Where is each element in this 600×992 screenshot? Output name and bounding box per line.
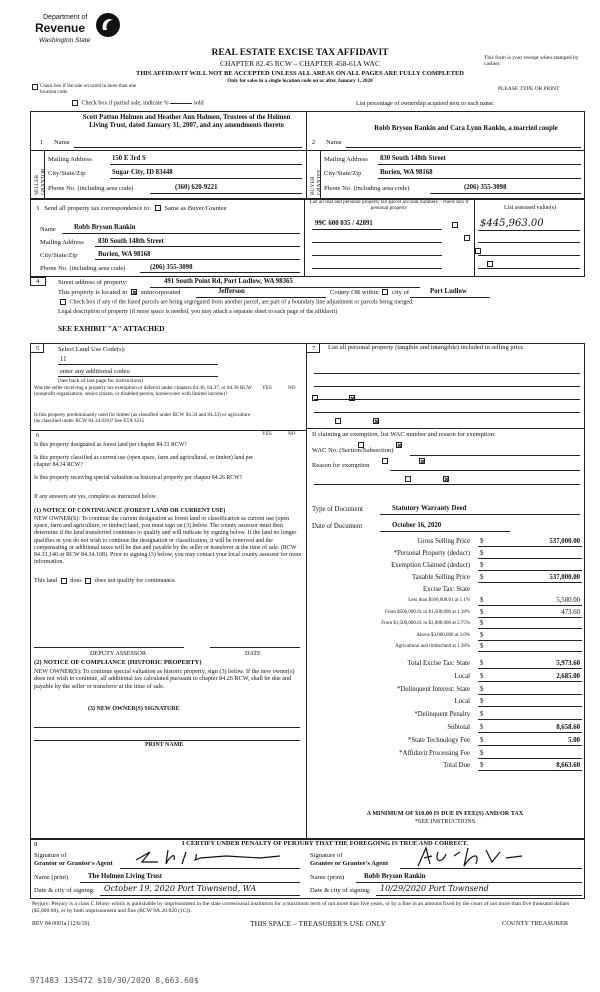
tax-total-label: *Affidavit Processing Fee bbox=[399, 749, 470, 757]
s6-q1: Is this property designated as forest land per chapter 84.33 RCW? bbox=[34, 442, 187, 448]
tax-row-dollar: $ bbox=[480, 538, 484, 545]
seller-side-label: SELLER GRANTOR bbox=[34, 168, 47, 195]
tax-row-dollar: $ bbox=[480, 574, 484, 581]
tax-total-dollar: $ bbox=[480, 672, 484, 680]
land-use-value[interactable]: 11 bbox=[60, 356, 67, 363]
notice1-body: NEW OWNER(S): To continue the current designation as forest land or classification as current use (open space, farm and agriculture, or timber) land, you must sign on (3) below. The county assessor must then determine if the land transferred continues to qualify and will indicate by signing below. If the land no longer qualifies or you do not wish to continue the designation or classification, it will be removed and the compensating or additional taxes will be due and payable by the seller or transferor at the time of sale. (RCW 84.33.140 or RCW 84.34.108). Prior to signing (3) below, you may contact your local county assessor for more information. bbox=[34, 516, 302, 566]
land-use-label: Select Land Use Code(s): bbox=[58, 346, 126, 353]
seller-city-label: City/State/Zip bbox=[48, 170, 86, 177]
tax-total-label: Total Excise Tax: State bbox=[407, 660, 470, 667]
date-label: DATE bbox=[245, 650, 261, 657]
tax-total-dollar: $ bbox=[480, 736, 484, 744]
tax-row-amount[interactable]: 537,000.00 bbox=[549, 574, 580, 581]
exhibit-a: SEE EXHIBIT "A" ATTACHED bbox=[58, 324, 165, 333]
tax-total-dollar: $ bbox=[480, 749, 484, 757]
seller-name-label: Name bbox=[54, 139, 70, 146]
seller-name[interactable]: Scott Patton Holmen and Heather Ann Holmen, Trustees of the Holmen Living Trust, dated January 31, 2007, and any amendments thereto bbox=[82, 114, 291, 129]
s5-yes-header: YES bbox=[262, 385, 272, 391]
buyer-city-label: City/State/Zip bbox=[324, 170, 362, 177]
buyer-num: 2 bbox=[312, 139, 316, 146]
ownership-note: List percentage of ownership acquired next to each name. bbox=[356, 101, 495, 107]
parcel-3-personal-checkbox[interactable] bbox=[475, 248, 481, 254]
section-7-num: 7 bbox=[312, 345, 316, 352]
tax-bracket-dollar: $ bbox=[480, 631, 484, 639]
dor-logo-swirl-icon bbox=[95, 12, 121, 38]
tax-bracket-label: Above $3,000,000 at 3.0% bbox=[416, 632, 470, 638]
form-title: REAL ESTATE EXCISE TAX AFFIDAVIT bbox=[211, 48, 389, 58]
tax-bracket-label: From $1,500,000.01 to $3,000,000 at 2.75% bbox=[381, 621, 470, 626]
within-city-checkbox[interactable] bbox=[382, 289, 388, 295]
tax-total-label: Local bbox=[454, 672, 470, 680]
notice1-title: (1) NOTICE OF CONTINUANCE (FOREST LAND OR CURRENT USE) bbox=[34, 508, 226, 514]
tax-row-label: Gross Selling Price bbox=[417, 538, 470, 545]
grantee-signature[interactable] bbox=[410, 844, 530, 870]
dor-logo bbox=[33, 12, 123, 48]
does-label: does bbox=[70, 577, 82, 584]
city-of-label: city of bbox=[392, 289, 410, 296]
grantee-date[interactable]: 10/29/2020 Port Townsend bbox=[380, 884, 489, 893]
s6-q2-yes-checkbox[interactable] bbox=[382, 458, 388, 464]
s5-q2-yes-checkbox[interactable] bbox=[335, 418, 341, 424]
tax-bracket-label: Less than $500,000.01 at 1.1% bbox=[408, 598, 470, 603]
form-warning: THIS AFFIDAVIT WILL NOT BE ACCEPTED UNLESS ALL AREAS ON ALL PAGES ARE FULLY COMPLETED bbox=[136, 70, 464, 77]
section-8-num: 8 bbox=[34, 841, 38, 848]
see-instructions: *SEE INSTRUCTIONS bbox=[414, 818, 476, 825]
corr-mailing-label: Mailing Address bbox=[40, 239, 84, 246]
tax-total-amount[interactable]: 5,973.60 bbox=[556, 660, 580, 667]
corr-city-label: City/State/Zip bbox=[40, 252, 78, 259]
wac-label: WAC No. (Section/Subsection) bbox=[312, 447, 394, 454]
tax-bracket-label: From $500,000.01 to $1,500,000 at 1.28% bbox=[385, 609, 470, 615]
grantor-date[interactable]: October 19, 2020 Port Townsend, WA bbox=[104, 884, 257, 893]
tax-total-amount[interactable]: 8,658.60 bbox=[556, 724, 580, 731]
tax-total-label: *State Technology Fee bbox=[407, 736, 470, 744]
tax-bracket-amount[interactable]: 473.60 bbox=[561, 608, 580, 616]
tax-total-dollar: $ bbox=[480, 724, 484, 731]
s6-q2: Is this property classified as current use (open space, farm and agricultural, or timber) land per chapter 84.34 RCW? bbox=[34, 455, 254, 468]
tax-total-dollar: $ bbox=[480, 685, 484, 693]
parcel-number-1[interactable]: 99C 600 035 / 42891 bbox=[315, 220, 373, 227]
tax-total-label: Local bbox=[454, 698, 470, 706]
section-4-num: 4 bbox=[36, 278, 40, 285]
form-number: REV 84 0001a (12/6/19) bbox=[32, 921, 90, 927]
seller-phone-label: Phone No. (including area code) bbox=[48, 185, 134, 192]
tax-bracket-amount[interactable]: 5,500.00 bbox=[556, 597, 580, 604]
minimum-fee-note: A MINIMUM OF $10.00 IS DUE IN FEE(S) AND/OR TAX bbox=[366, 810, 524, 817]
tax-total-amount[interactable]: 8,663.60 bbox=[556, 762, 580, 770]
tax-bracket-dollar: $ bbox=[480, 608, 484, 616]
same-as-buyer-label: Same as Buyer/Grantee bbox=[164, 205, 227, 212]
corr-name[interactable]: Robb Bryson Rankin bbox=[74, 224, 136, 231]
buyer-name-label: Name bbox=[326, 139, 342, 146]
tax-row-label: Taxable Selling Price bbox=[411, 574, 470, 581]
grantor-sig-label-1: Signature of bbox=[34, 852, 67, 859]
tax-row-dollar: $ bbox=[480, 562, 484, 569]
grantee-name[interactable]: Robb Bryson Rankin bbox=[364, 873, 426, 880]
seller-mailing[interactable]: 150 E 3rd S bbox=[112, 155, 146, 162]
unincorporated-label: unincorporated bbox=[140, 289, 181, 296]
tax-total-dollar: $ bbox=[480, 698, 484, 706]
correspondence-num: 3 bbox=[36, 205, 40, 212]
tax-bracket-label: Agricultural and timberland at 1.28% bbox=[395, 644, 470, 649]
buyer-mailing-label: Mailing Address bbox=[324, 156, 368, 163]
multi-location-label: Check box if the sale occurred in more than one location code. bbox=[40, 84, 136, 95]
street-address[interactable]: 491 South Point Rd, Port Ludlow, WA 98365 bbox=[164, 278, 293, 285]
segregation-row bbox=[58, 299, 414, 306]
correspondence-row bbox=[36, 205, 227, 213]
doc-date[interactable]: October 16, 2020 bbox=[392, 522, 442, 529]
grantee-name-label: Name (print) bbox=[310, 874, 345, 881]
partial-sale-sold: sold bbox=[193, 100, 204, 107]
partial-sale-row bbox=[70, 100, 204, 107]
partial-sale-percent-field[interactable] bbox=[170, 103, 192, 104]
s6-no-header: NO bbox=[288, 431, 296, 437]
city-name[interactable]: Port Ludlow bbox=[430, 288, 467, 295]
grantee-sig-label-1: Signature of bbox=[310, 852, 343, 859]
s6-q2-no-checkbox[interactable] bbox=[419, 458, 425, 464]
s6-q1-no-checkbox[interactable] bbox=[396, 442, 402, 448]
doc-type[interactable]: Statutory Warranty Deed bbox=[392, 505, 467, 512]
tax-row-label: *Personal Property (deduct) bbox=[393, 550, 470, 557]
location-row bbox=[58, 289, 180, 297]
tax-total-label: *Delinquent Interest: State bbox=[397, 685, 470, 693]
legal-description-label: Legal description of property (if more space is needed, you may attach a separate sheet to each page of the affidavit) bbox=[58, 309, 338, 315]
unincorporated-checkbox[interactable] bbox=[131, 289, 137, 295]
s5-q1: Was the seller receiving a property tax exemption or deferral under chapters 84.36, 84.37, or 84.38 RCW (nonprofit organization, senior citizen, or disabled person, homeowner with limited income)? bbox=[34, 385, 252, 397]
tax-row-label: Exemption Claimed (deduct) bbox=[391, 562, 470, 569]
partial-sale-checkbox[interactable] bbox=[72, 100, 78, 106]
s6-if-yes: If any answers are yes, complete as instructed below. bbox=[34, 494, 157, 500]
segregation-label: Check box if any of the listed parcels are being segregated from another parcel, are part of a boundary line adjustment or parcels being merged. bbox=[69, 299, 414, 306]
same-as-buyer-checkbox[interactable] bbox=[155, 205, 161, 211]
county-treasurer-label: COUNTY TREASURER bbox=[502, 920, 569, 927]
assessed-header: List assessed value(s) bbox=[504, 205, 556, 211]
cashier-stamp: 971483 135472 $10/30/2020 8,663.60$ bbox=[30, 976, 199, 985]
tax-total-amount[interactable]: 5.00 bbox=[568, 736, 580, 744]
tax-bracket-dollar: $ bbox=[480, 597, 484, 604]
tax-total-dollar: $ bbox=[480, 660, 484, 667]
buyer-mailing[interactable]: 830 South 148th Street bbox=[380, 155, 446, 162]
buyer-side-label: BUYER GRANTEE bbox=[310, 169, 323, 195]
grantor-sig-label-2: Grantor or Grantor's Agent bbox=[34, 860, 113, 867]
parcel-1-personal-checkbox[interactable] bbox=[452, 222, 458, 228]
corr-mailing[interactable]: 830 South 148th Street bbox=[98, 238, 164, 245]
reason-label: Reason for exemption bbox=[312, 462, 370, 469]
dor-logo-dept: Department of bbox=[43, 14, 88, 21]
s6-yes-header: YES bbox=[262, 431, 272, 437]
corr-phone-label: Phone No. (including area code) bbox=[40, 265, 126, 272]
notice2-body: NEW OWNER(S): To continue special valuation as historic property, sign (3) below. If the new owner(s) does not wish to continue, all additional tax calculated pursuant to chapter 84.26 RCW, shall be due and payable by the seller or transferor at the time of sale. bbox=[34, 668, 295, 690]
grantee-date-label: Date & city of signing: bbox=[310, 887, 371, 894]
print-note: PLEASE TYPE OR PRINT bbox=[498, 86, 560, 92]
notice3-title: (3) NEW OWNER(S) SIGNATURE bbox=[88, 706, 180, 712]
buyer-phone-label: Phone No. (including area code) bbox=[324, 185, 410, 192]
partial-sale-label: Check box if partial sale, indicate % bbox=[81, 100, 169, 107]
section-6-num: 6 bbox=[36, 432, 40, 439]
form-date-note: Only for sales in a single location code on or after January 1, 2020 bbox=[227, 78, 373, 84]
buyer-phone[interactable]: (206) 355-3098 bbox=[464, 184, 507, 191]
corr-city[interactable]: Burien, WA 98168 bbox=[98, 251, 151, 258]
tax-total-label: Subtotal bbox=[447, 724, 470, 731]
corr-phone[interactable]: (206) 355-3098 bbox=[150, 264, 193, 271]
doc-type-label: Type of Document bbox=[312, 506, 363, 513]
dor-logo-state: Washington State bbox=[39, 37, 91, 44]
grantor-name[interactable]: The Holmen Living Trust bbox=[88, 873, 162, 880]
multi-location-row bbox=[30, 84, 140, 96]
s6-q3: Is this property receiving special valuation as historical property per chapter 84.26 RCW? bbox=[34, 475, 243, 481]
s5-q2: Is this property predominantly used for timber (as classified under RCW 84.34 and 84.33) or agriculture (as classified under RCW 84.34.020)? See ETA 3215 bbox=[34, 412, 251, 424]
buyer-city[interactable]: Burien, WA 98168 bbox=[380, 169, 433, 176]
personal-property-label: List all personal property (tangible and intangible) included in selling price. bbox=[328, 344, 525, 351]
form-chapter: CHAPTER 82.45 RCW – CHAPTER 458-61A WAC bbox=[220, 59, 380, 68]
parcel-2-personal-checkbox[interactable] bbox=[464, 235, 470, 241]
this-land-row bbox=[34, 577, 176, 584]
does-not-label: does not qualify for continuance. bbox=[94, 577, 177, 584]
parcel-header: List all real and personal property tax parcel account numbers – check box if personal property bbox=[309, 199, 469, 211]
notice2-title: (2) NOTICE OF COMPLIANCE (HISTORIC PROPERTY) bbox=[34, 659, 202, 666]
s6-q3-yes-checkbox[interactable] bbox=[405, 476, 411, 482]
perjury-notice: Perjury: Perjury is a class C felony which is punishable by imprisonment in the state correctional institution for a maximum term of not more than five years, or by a fine in an amount fixed by the court of not more than five thousand dollars ($5,000.00), or by both imprisonment and fine (RCW 9A.20.020 (1C)). bbox=[32, 901, 570, 914]
assessed-value-1[interactable]: $445,963.00 bbox=[480, 218, 544, 229]
certify-statement: I CERTIFY UNDER PENALTY OF PERJURY THAT THE FOREGOING IS TRUE AND CORRECT. bbox=[181, 840, 468, 847]
s5-q2-no-checkbox[interactable] bbox=[373, 418, 379, 424]
additional-codes-label: enter any additional codes: bbox=[60, 368, 131, 375]
tax-bracket-dollar: $ bbox=[480, 643, 484, 650]
grantor-name-label: Name (print) bbox=[34, 874, 69, 881]
tax-row-amount[interactable]: 537,000.00 bbox=[549, 538, 580, 545]
seller-phone[interactable]: (360) 620-9221 bbox=[175, 184, 218, 191]
grantor-date-label: Date & city of signing: bbox=[34, 887, 95, 894]
section-5-num: 5 bbox=[36, 345, 40, 352]
s6-q3-no-checkbox[interactable] bbox=[443, 476, 449, 482]
seller-city[interactable]: Sugar City, ID 83448 bbox=[112, 169, 173, 176]
doc-date-label: Date of Document bbox=[312, 523, 363, 530]
dor-logo-revenue: Revenue bbox=[35, 21, 86, 35]
segregation-checkbox[interactable] bbox=[60, 299, 66, 305]
tax-bracket-dollar: $ bbox=[480, 620, 484, 627]
tax-row-dollar: $ bbox=[480, 550, 484, 557]
multi-location-checkbox[interactable] bbox=[32, 84, 38, 90]
tax-total-dollar: $ bbox=[480, 762, 484, 770]
see-back-label: (See back of last page for instructions) bbox=[58, 378, 143, 384]
treasurer-space-label: THIS SPACE – TREASURER'S USE ONLY bbox=[250, 919, 386, 928]
grantee-sig-label-2: Grantee or Grantee's Agent bbox=[310, 860, 389, 867]
corr-name-label: Name bbox=[40, 226, 56, 233]
county-or-row bbox=[330, 289, 409, 297]
parcel-4-personal-checkbox[interactable] bbox=[487, 261, 493, 267]
county-label: County OR within bbox=[330, 289, 379, 296]
tax-total-label: Total Due bbox=[443, 762, 470, 770]
this-land-label: This land bbox=[34, 577, 58, 584]
county-name[interactable]: Jefferson bbox=[218, 288, 245, 295]
deputy-assessor-label: DEPUTY ASSESSOR bbox=[90, 650, 146, 657]
seller-mailing-label: Mailing Address bbox=[48, 156, 92, 163]
exemption-label: If claiming an exemption, list WAC number and reason for exemption: bbox=[312, 431, 496, 438]
tax-total-dollar: $ bbox=[480, 711, 484, 719]
does-not-qualify-checkbox[interactable] bbox=[85, 578, 91, 584]
street-label: Street address of property: bbox=[58, 279, 128, 286]
tax-total-label: *Delinquent Penalty bbox=[414, 711, 470, 719]
located-label: This property is located in bbox=[58, 289, 128, 296]
receipt-note: This form is your receipt when stamped by cashier. bbox=[484, 55, 579, 68]
print-name-label: PRINT NAME bbox=[145, 742, 184, 748]
s5-no-header: NO bbox=[288, 385, 296, 391]
buyer-name[interactable]: Robb Bryson Rankin and Cara Lynn Rankin, a married couple bbox=[374, 125, 558, 132]
tax-total-amount[interactable]: 2,685.00 bbox=[556, 672, 580, 680]
tax-row-label: Excise Tax: State bbox=[423, 586, 470, 593]
correspondence-intro: Send all property tax correspondence to: bbox=[44, 205, 151, 212]
seller-num: 1 bbox=[40, 139, 44, 146]
grantor-signature[interactable] bbox=[130, 846, 290, 868]
does-qualify-checkbox[interactable] bbox=[61, 578, 67, 584]
